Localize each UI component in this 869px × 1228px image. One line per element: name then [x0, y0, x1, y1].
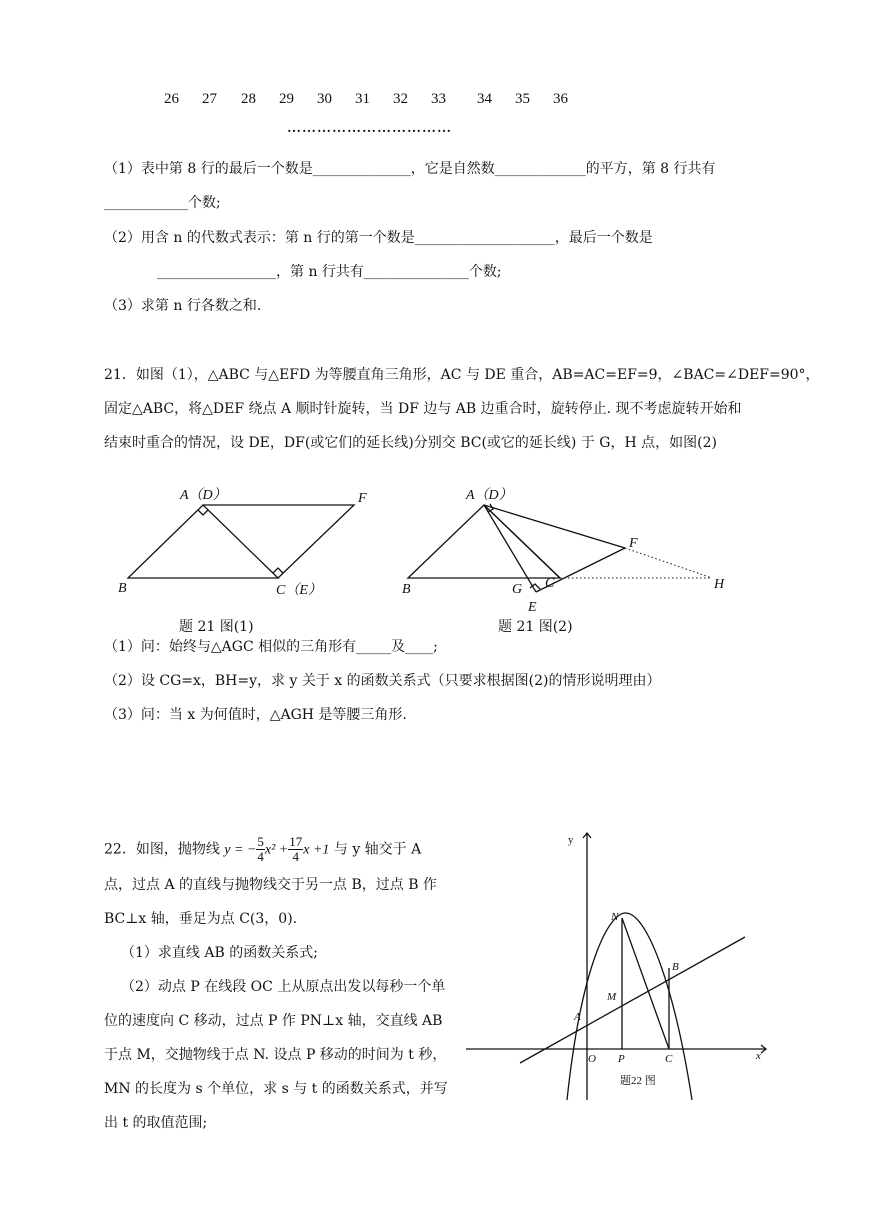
label-n: N [611, 911, 619, 923]
fraction-numerator: 17 [289, 834, 303, 849]
number-cell: 27 [202, 91, 217, 107]
number-cell: 32 [393, 91, 408, 107]
label-m: M [607, 991, 617, 1003]
label-f: F [358, 491, 367, 506]
q22-line8: MN 的长度为 s 个单位，求 s 与 t 的函数关系式，并写 [104, 1081, 448, 1097]
q22-line3: BC⊥x 轴，垂足为点 C(3，0). [104, 911, 298, 927]
number-cell: 30 [317, 91, 332, 107]
number-cell: 29 [279, 91, 294, 107]
label-c-e: C（E） [276, 583, 322, 598]
graph-caption: 题22 图 [620, 1075, 656, 1087]
q22-eq-mid: x² + [264, 842, 289, 858]
q22-line6: 位的速度向 C 移动，过点 P 作 PN⊥x 轴，交直线 AB [104, 1013, 443, 1029]
number-cell: 28 [241, 91, 256, 107]
number-cell: 36 [553, 91, 568, 107]
number-cell: 34 [477, 91, 492, 107]
continuation-dots: …………………………… [287, 121, 452, 136]
q22-eq-y: y = − [224, 842, 257, 858]
q22-line2: 点，过点 A 的直线与抛物线交于另一点 B，过点 B 作 [104, 877, 437, 893]
label-c-2: C [545, 576, 555, 591]
label-c: C [665, 1053, 673, 1065]
q22-line5: （2）动点 P 在线段 OC 上从原点出发以每秒一个单 [121, 979, 446, 995]
fraction-numerator: 5 [257, 834, 264, 849]
label-y-axis: y [568, 834, 574, 846]
number-cell: 35 [515, 91, 530, 107]
q21-sub1: （1）问：始终与△AGC 相似的三角形有_____及____; [104, 639, 438, 655]
q22-line7: 于点 M，交抛物线于点 N. 设点 P 移动的时间为 t 秒， [104, 1047, 447, 1063]
q20-part3: （3）求第 n 行各数之和. [104, 298, 262, 314]
q21-line2: 固定△ABC，将△DEF 绕点 A 顺时针旋转，当 DF 边与 AB 边重合时，旋转停止. 现不考虑旋转开始和 [104, 401, 742, 417]
label-h: H [714, 577, 725, 592]
q21-line3: 结束时重合的情况，设 DE，DF(或它们的延长线)分别交 BC(或它的延长线) 于 G，H 点，如图(2) [104, 435, 717, 451]
label-f-2: F [629, 536, 638, 551]
q20-part1-line1: （1）表中第 8 行的最后一个数是______________，它是自然数_____________的平方，第 8 行共有 [104, 161, 716, 177]
q22-lead: 22．如图，抛物线 [104, 841, 220, 858]
q21-sub2: （2）设 CG=x，BH=y，求 y 关于 x 的函数关系式（只要求根据图(2)的情形说明理由） [104, 673, 661, 689]
q21-line1: 21．如图（1），△ABC 与△EFD 为等腰直角三角形，AC 与 DE 重合，AB=AC=EF=9，∠BAC=∠DEF=90°， [104, 367, 820, 383]
line-ab [520, 937, 745, 1063]
fraction-denominator: 4 [257, 849, 264, 864]
number-cell: 31 [355, 91, 370, 107]
label-b-2: B [402, 582, 411, 597]
q22-eq-tail: x +1 [303, 842, 330, 858]
label-a: A [574, 1011, 581, 1023]
label-x-axis: x [756, 1050, 761, 1062]
label-a-d: A（D） [180, 488, 227, 503]
label-b: B [672, 961, 679, 973]
q21-sub3: （3）问：当 x 为何值时，△AGH 是等腰三角形. [104, 707, 407, 723]
label-o: O [588, 1053, 596, 1065]
q20-part1-line2: ____________个数; [104, 195, 221, 211]
figure-21-2-caption: 题 21 图(2) [498, 619, 573, 635]
q20-part2-line2: _________________，第 n 行共有_______________个数; [157, 264, 502, 280]
q22-line9: 出 t 的取值范围; [104, 1115, 208, 1131]
fraction-denominator: 4 [292, 849, 299, 864]
label-e: E [528, 600, 537, 615]
label-g: G [512, 582, 523, 597]
number-cell: 33 [431, 91, 446, 107]
label-a-d-2: A（D） [466, 488, 513, 503]
parabola [567, 913, 692, 1100]
q20-part2-line1: （2）用含 n 的代数式表示：第 n 行的第一个数是____________________，最后一个数是 [104, 230, 653, 246]
q22-line4: （1）求直线 AB 的函数关系式; [121, 945, 318, 961]
number-cell: 26 [164, 91, 179, 107]
label-b: B [118, 581, 127, 596]
q22-after-eq: 与 y 轴交于 A [333, 841, 422, 858]
figure-21-1-caption: 题 21 图(1) [179, 619, 254, 635]
label-p: P [618, 1053, 625, 1065]
